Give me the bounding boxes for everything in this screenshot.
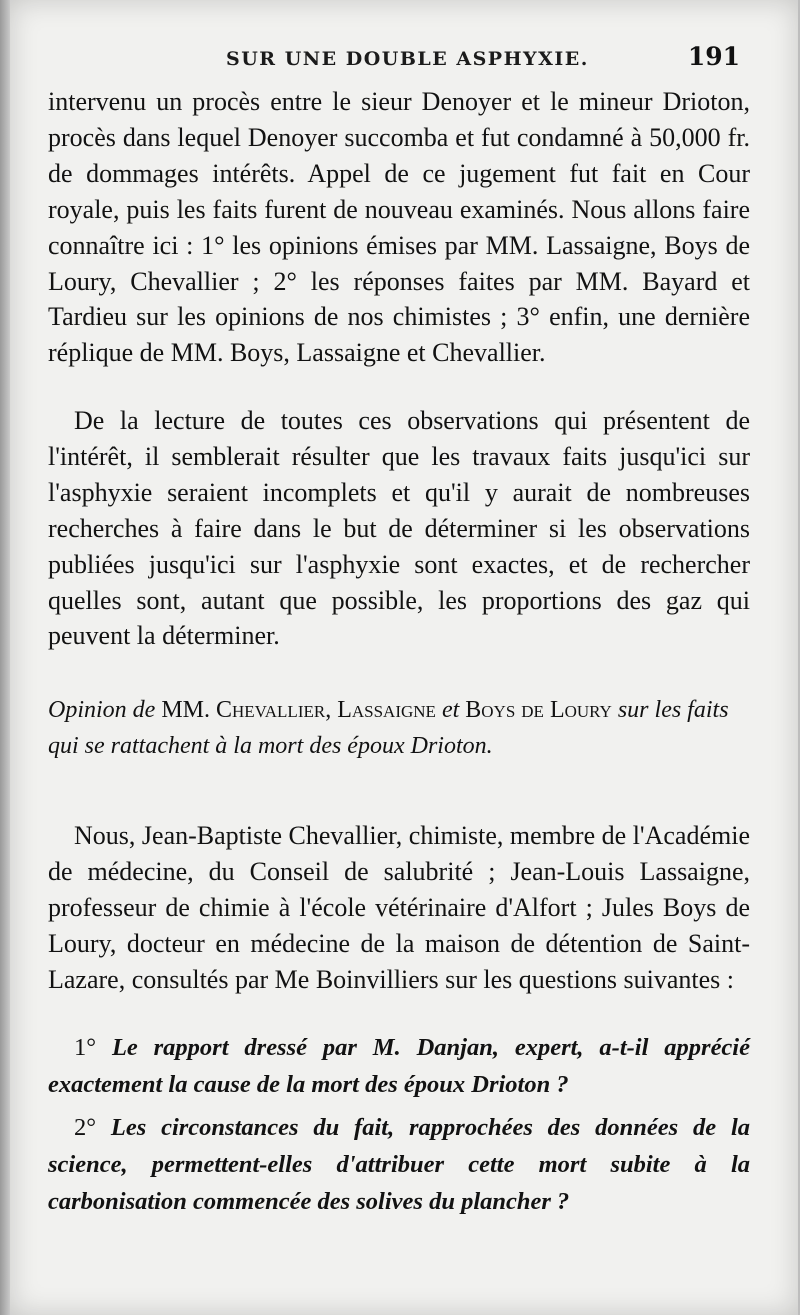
book-page	[10, 0, 798, 1315]
heading-mm: MM.	[161, 697, 211, 723]
question-2	[48, 1109, 750, 1220]
paragraph-2: De la lecture de toutes ces observations qui présentent de l'intérêt, il semblerait résulter que les travaux faits jusqu'ici sur l'asphyxie seraient incomplets et qu'il y aurait de nombreuses recherches à faire dans le but de déterminer si les observations publiées jusqu'ici sur l'asphyxie sont exactes, et de rechercher quelles sont, autant que possible, les proportions des gaz qui peuvent la déterminer.	[48, 406, 750, 651]
show-through-decoration	[40, 380, 760, 381]
heading-boys: Boys de Loury	[465, 697, 612, 723]
question-2-number: 2°	[74, 1114, 97, 1141]
question-2-text: Les circonstances du fait, rapprochées des données de la science, permettent-elles d'attribuer cette mort subite à la carbonisation commencée des solives du plancher ?	[48, 1114, 751, 1215]
question-1	[48, 1029, 750, 1103]
book-gutter	[0, 0, 10, 1315]
section-heading-text	[48, 692, 750, 764]
questions	[48, 1029, 750, 1220]
page-header	[226, 40, 738, 74]
heading-lassaigne: Lassaigne	[337, 697, 436, 723]
heading-rest: sur les faits qui se rattachent à la mort des époux Drioton.	[48, 697, 729, 759]
main-text-3	[48, 818, 750, 998]
question-1-number: 1°	[74, 1034, 97, 1061]
heading-opinion: Opinion de	[48, 697, 156, 723]
running-head: SUR UNE DOUBLE ASPHYXIE.	[226, 48, 589, 70]
paragraph-4: Nous, Jean-Baptiste Chevallier, chimiste, membre de l'Académie de médecine, du Conseil de salubrité ; Jean-Louis Lassaigne, professeur de chimie à l'école vétérinaire d'Alfort ; Jules Boys de Loury, docteur en médecine de la maison de détention de Saint-Lazare, consultés par Me Boinvilliers sur les questions suivantes :	[48, 821, 750, 994]
paragraph-1: intervenu un procès entre le sieur Denoyer et le mineur Drioton, procès dans lequel Denoyer succomba et fut condamné à 50,000 fr. de dommages intérêts. Appel de ce jugement fut fait en Cour royale, puis les faits furent de nouveau examinés. Nous allons faire connaître ici : 1° les opinions émises par MM. Lassaigne, Boys de Loury, Chevallier ; 2° les réponses faites par MM. Bayard et Tardieu sur les opinions de nos chimistes ; 3° enfin, une dernière réplique de MM. Boys, Lassaigne et Chevallier.	[48, 87, 750, 368]
main-text-2	[48, 403, 750, 654]
main-text	[48, 84, 750, 371]
heading-et: et	[441, 697, 460, 723]
page-number: 191	[687, 42, 740, 71]
heading-chevallier: Chevallier,	[216, 697, 332, 723]
question-1-text: Le rapport dressé par M. Danjan, expert, a-t-il apprécié exactement la cause de la mort des époux Drioton ?	[48, 1034, 750, 1098]
section-heading	[48, 692, 750, 764]
